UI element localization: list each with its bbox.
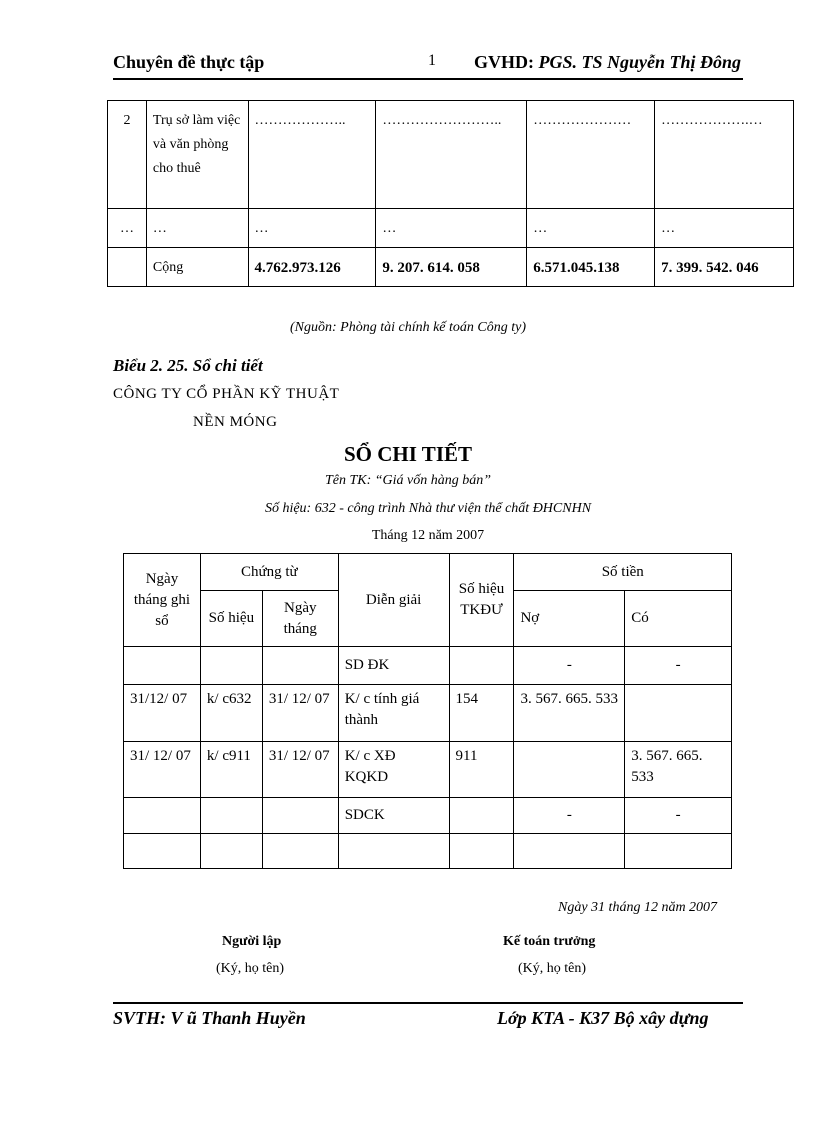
table-cell: Trụ sở làm việc và văn phòng cho thuê xyxy=(146,101,248,209)
table-cell: 6.571.045.138 xyxy=(527,248,655,287)
table-cell: 31/12/ 07 xyxy=(124,685,201,742)
table-cell: 3. 567. 665. 533 xyxy=(625,742,732,798)
supervisor-name: PGS. TS Nguyễn Thị Đông xyxy=(538,52,741,72)
table-row xyxy=(108,209,794,248)
header-voucher-no: Số hiệu xyxy=(200,591,262,647)
ledger-table xyxy=(123,553,732,869)
table-cell: 7. 399. 542. 046 xyxy=(655,248,794,287)
table-cell: k/ c911 xyxy=(200,742,262,798)
account-number: Số hiệu: 632 - công trình Nhà thư viện thể chất ĐHCNHN xyxy=(264,501,592,516)
table-cell xyxy=(449,834,514,869)
signer-preparer-note: (Ký, họ tên) xyxy=(216,961,285,976)
table-cell: - xyxy=(625,647,732,685)
header-credit: Có xyxy=(625,591,732,647)
table-cell xyxy=(124,647,201,685)
table-cell: … xyxy=(108,209,147,248)
table-cell: - xyxy=(625,798,732,834)
table-cell xyxy=(200,798,262,834)
table-cell: ……………….. xyxy=(248,101,376,209)
sign-date: Ngày 31 tháng 12 năm 2007 xyxy=(558,900,718,915)
header-topic: Chuyên đề thực tập xyxy=(113,52,265,72)
table-cell xyxy=(124,834,201,869)
period: Tháng 12 năm 2007 xyxy=(371,528,485,543)
table-row xyxy=(108,101,794,209)
table-cell xyxy=(124,798,201,834)
table-cell xyxy=(625,834,732,869)
source-note: (Nguồn: Phòng tài chính kế toán Công ty) xyxy=(289,320,527,335)
header-amount: Số tiền xyxy=(514,554,732,591)
table-cell: - xyxy=(514,647,625,685)
table-cell: … xyxy=(527,209,655,248)
footer-class: Lớp KTA - K37 Bộ xây dựng xyxy=(497,1008,709,1028)
table-cell: … xyxy=(248,209,376,248)
footer-divider xyxy=(113,1002,743,1004)
table-cell xyxy=(625,685,732,742)
table-cell: SDCK xyxy=(338,798,449,834)
table-cell: … xyxy=(146,209,248,248)
summary-table xyxy=(107,100,794,287)
table-cell: K/ c XĐ KQKD xyxy=(338,742,449,798)
signer-preparer-title: Người lập xyxy=(222,934,282,949)
table-cell xyxy=(200,647,262,685)
table-cell xyxy=(514,742,625,798)
table-cell: 31/ 12/ 07 xyxy=(124,742,201,798)
table-cell: SD ĐK xyxy=(338,647,449,685)
table-cell xyxy=(262,798,338,834)
table-row xyxy=(124,742,732,798)
company-name-line1: CÔNG TY CỔ PHẦN KỸ THUẬT xyxy=(113,386,340,402)
table-cell: 4.762.973.126 xyxy=(248,248,376,287)
account-name: Tên TK: “Giá vốn hàng bán” xyxy=(324,473,492,488)
header-voucher: Chứng từ xyxy=(200,554,338,591)
header-voucher-date: Ngày tháng xyxy=(262,591,338,647)
header-date: Ngày tháng ghi sổ xyxy=(124,554,201,647)
header-supervisor xyxy=(474,52,741,73)
table-cell: 31/ 12/ 07 xyxy=(262,685,338,742)
table-cell xyxy=(514,834,625,869)
table-cell: 3. 567. 665. 533 xyxy=(514,685,625,742)
table-cell xyxy=(108,248,147,287)
table-row xyxy=(124,798,732,834)
table-row-total xyxy=(108,248,794,287)
table-cell: … xyxy=(376,209,527,248)
table-cell: 911 xyxy=(449,742,514,798)
signer-accountant-note: (Ký, họ tên) xyxy=(518,961,587,976)
table-row xyxy=(124,685,732,742)
table-cell: k/ c632 xyxy=(200,685,262,742)
table-header-row xyxy=(124,554,732,591)
table-cell xyxy=(449,647,514,685)
table-cell xyxy=(262,647,338,685)
page-number: 1 xyxy=(428,52,436,69)
page-header xyxy=(113,52,743,80)
table-cell xyxy=(449,798,514,834)
table-cell xyxy=(338,834,449,869)
table-cell: …………………….. xyxy=(376,101,527,209)
table-cell: 9. 207. 614. 058 xyxy=(376,248,527,287)
table-cell: K/ c tính giá thành xyxy=(338,685,449,742)
header-description: Diễn giải xyxy=(338,554,449,647)
table-cell: 2 xyxy=(108,101,147,209)
table-row xyxy=(124,834,732,869)
table-cell: 31/ 12/ 07 xyxy=(262,742,338,798)
footer-student: SVTH: V ũ Thanh Huyền xyxy=(113,1008,306,1028)
table-cell: … xyxy=(655,209,794,248)
supervisor-label: GVHD: xyxy=(473,52,539,72)
table-row xyxy=(124,647,732,685)
table-cell: ……………….… xyxy=(655,101,794,209)
table-cell: ………………… xyxy=(527,101,655,209)
table-cell: 154 xyxy=(449,685,514,742)
document-title: SỔ CHI TIẾT xyxy=(344,442,472,466)
table-cell xyxy=(200,834,262,869)
signer-accountant-title: Kế toán trưởng xyxy=(503,934,596,949)
company-name-line2: NỀN MÓNG xyxy=(193,414,278,430)
table-cell xyxy=(262,834,338,869)
exhibit-title: Biểu 2. 25. Sổ chi tiết xyxy=(113,356,263,375)
table-cell: Cộng xyxy=(146,248,248,287)
header-debit: Nợ xyxy=(514,591,625,647)
table-cell: - xyxy=(514,798,625,834)
header-contra-account: Số hiệu TKĐƯ xyxy=(449,554,514,647)
